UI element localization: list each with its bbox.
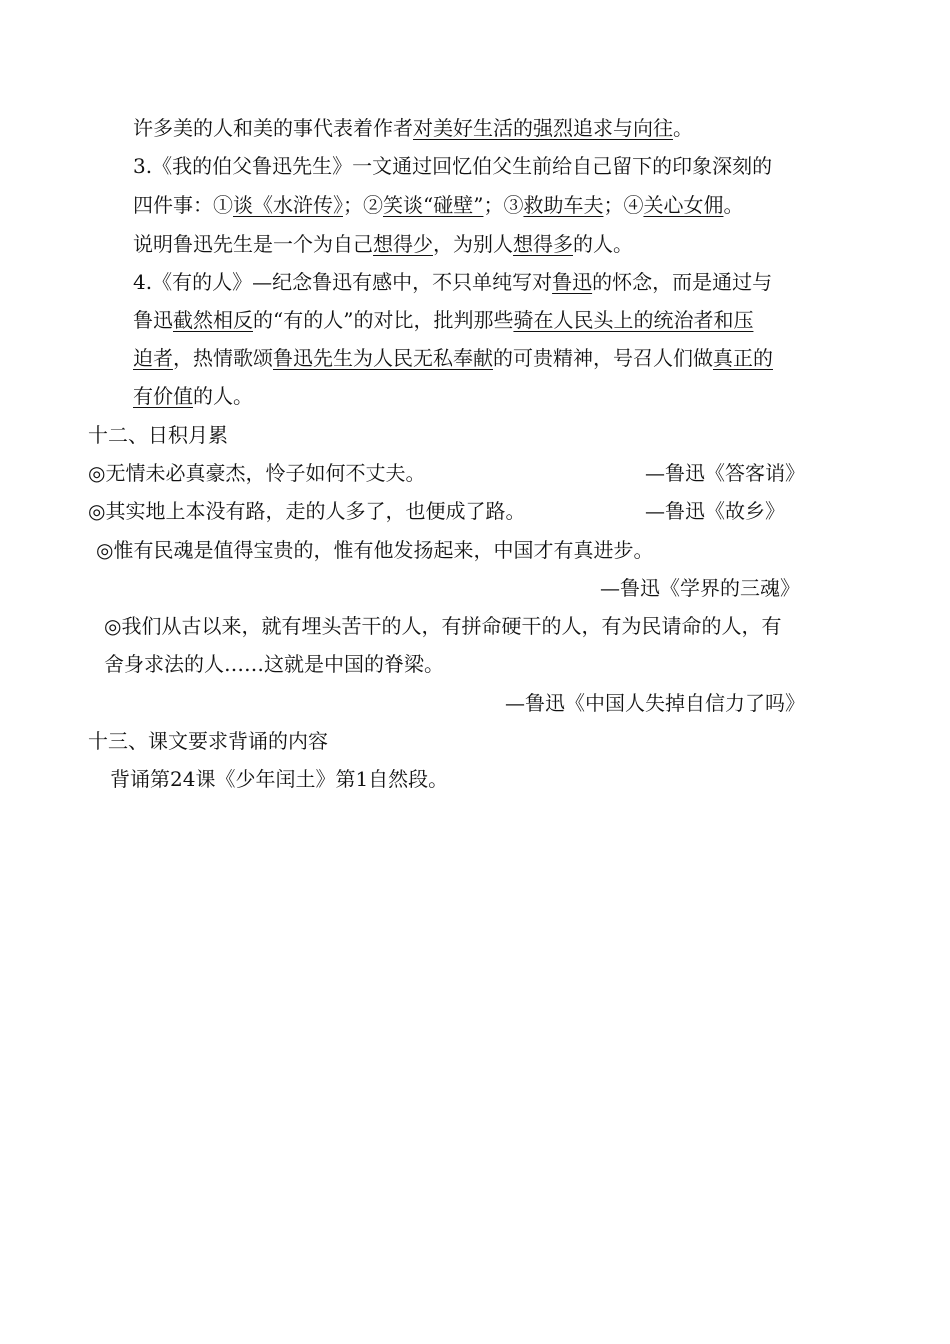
text: ，为别人 xyxy=(433,232,513,256)
item4-line3 xyxy=(133,344,773,372)
quote-2-source: —鲁迅《故乡》 xyxy=(645,499,785,523)
text: 4.《有的人》—纪念鲁迅有感中，不只单纯写对 xyxy=(133,270,553,294)
underlined-answer: 笑谈“碰壁” xyxy=(383,193,484,217)
quote-3-source: —鲁迅《学界的三魂》 xyxy=(600,576,800,600)
text: 的人。 xyxy=(573,232,633,256)
text: 说明鲁迅先生是一个为自己 xyxy=(133,232,373,256)
text: 。 xyxy=(673,116,693,140)
underlined-answer: 想得多 xyxy=(513,232,573,256)
text: 许多美的人和美的事代表着作者 xyxy=(133,116,413,140)
text: 的人。 xyxy=(193,384,253,408)
underlined-answer: 谈《水浒传》 xyxy=(233,193,343,217)
text: 。 xyxy=(723,193,744,217)
text: 的“有的人”的对比，批判那些 xyxy=(253,308,514,332)
recitation-requirement: 背诵第24课《少年闰土》第1自然段。 xyxy=(110,767,449,791)
quote-4-text-line2: 舍身求法的人……这就是中国的脊梁。 xyxy=(104,652,444,676)
underlined-answer: 有价值 xyxy=(133,384,193,408)
item4-line1 xyxy=(133,268,772,296)
item3-line2 xyxy=(133,191,743,219)
underlined-answer: 骑在人民头上的统治者和压 xyxy=(513,308,754,332)
text: ；③ xyxy=(483,193,524,217)
quote-4-source: —鲁迅《中国人失掉自信力了吗》 xyxy=(505,691,805,715)
section-twelve-heading: 十二、日积月累 xyxy=(88,423,228,447)
underlined-answer: 鲁迅 xyxy=(552,270,593,294)
text: ；④ xyxy=(603,193,644,217)
underlined-answer: 对美好生活的强烈追求与向往 xyxy=(413,116,673,140)
underlined-answer: 救助车夫 xyxy=(523,193,604,217)
underlined-answer: 想得少 xyxy=(373,232,433,256)
quote-2-text: ◎其实地上本没有路，走的人多了，也便成了路。 xyxy=(88,499,526,523)
underlined-answer: 鲁迅先生为人民无私奉献 xyxy=(273,346,493,370)
text: ；② xyxy=(343,193,383,217)
text: 的可贵精神，号召人们做 xyxy=(493,346,713,370)
underlined-answer: 截然相反 xyxy=(173,308,253,332)
underlined-answer: 迫者 xyxy=(133,346,173,370)
item3-line1 xyxy=(133,152,772,180)
underlined-answer: 真正的 xyxy=(713,346,773,370)
text: 四件事：① xyxy=(133,193,233,217)
item4-line2 xyxy=(133,306,753,334)
quote-4-text-line1: ◎我们从古以来，就有埋头苦干的人，有拼命硬干的人，有为民请命的人，有 xyxy=(104,614,782,638)
quote-3-text: ◎惟有民魂是值得宝贵的，惟有他发扬起来，中国才有真进步。 xyxy=(96,538,654,562)
item3-line3 xyxy=(133,230,633,258)
text: 的怀念，而是通过与 xyxy=(592,270,773,294)
text: 鲁迅 xyxy=(133,308,173,332)
text: 3.《我的伯父鲁迅先生》一文通过回忆伯父生前给自己留下的印象深刻的 xyxy=(133,154,773,178)
underlined-answer: 关心女佣 xyxy=(643,193,724,217)
text: ，热情歌颂 xyxy=(173,346,273,370)
section-thirteen-heading: 十三、课文要求背诵的内容 xyxy=(88,729,328,753)
quote-1-source: —鲁迅《答客诮》 xyxy=(645,461,805,485)
item4-line4 xyxy=(133,382,253,410)
quote-1-text: ◎无情未必真豪杰，怜子如何不丈夫。 xyxy=(88,461,426,485)
para-beauty-line xyxy=(133,114,693,142)
